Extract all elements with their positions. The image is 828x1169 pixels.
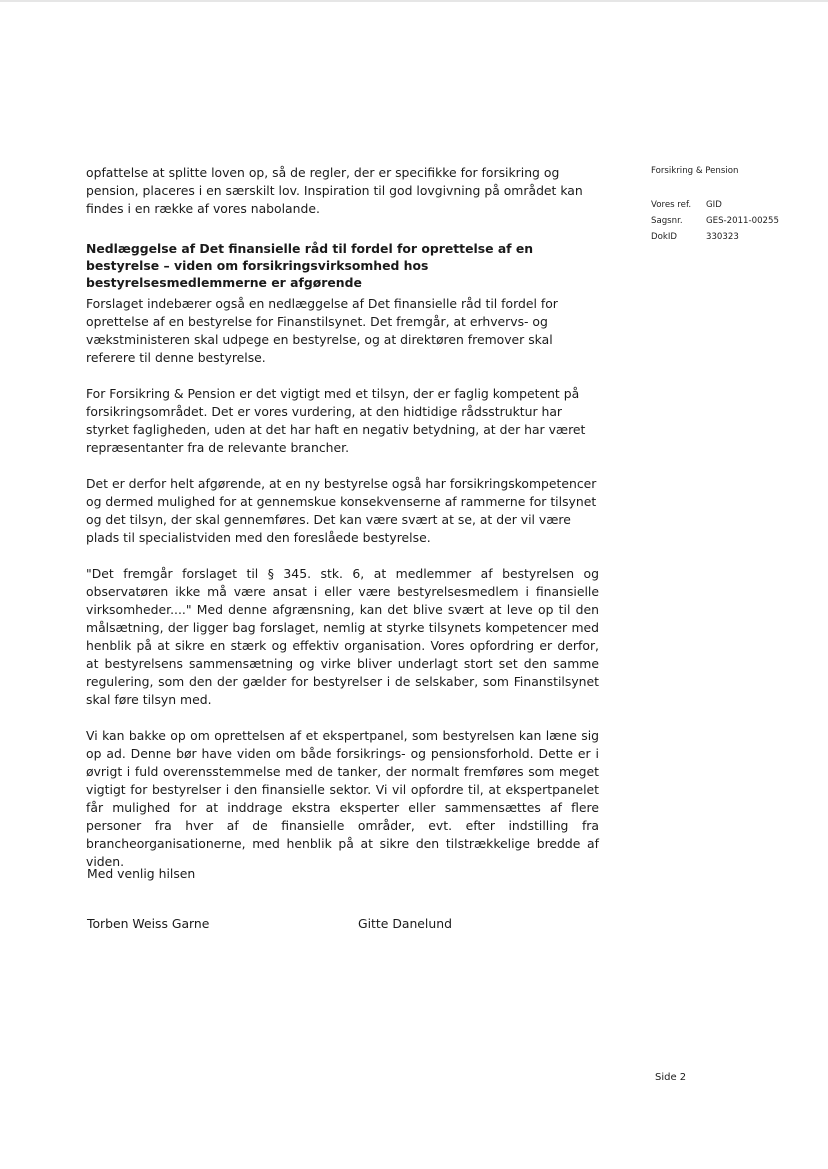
signatory-2: Gitte Danelund — [358, 916, 452, 931]
case-number-label: Sagsnr. — [651, 216, 683, 226]
scan-top-edge — [0, 0, 828, 2]
paragraph-5: Vi kan bakke op om oprettelsen af et ekspertpanel, som bestyrelsen kan læne sig op ad. Denne bør have viden om både forsikrings- og pensionsforhold. Dette er i øvrigt i fuld overensstemmelse med de tanker, der normalt fremføres som meget vigtigt for bestyrelser i den finansielle sektor. Vi vil opfordre til, at ekspertpanelet får mulighed for at inddrage ekstra eksperter eller sammensættes af flere personer fra hver af de finansielle områder, evt. efter indstilling fra brancheorganisationerne, med henblik på at sikre den tilstrækkelige bredde af viden. — [86, 728, 599, 869]
doc-id-value: 330323 — [706, 232, 739, 242]
doc-id-row — [651, 229, 801, 245]
ref-row — [651, 197, 801, 213]
case-number-value: GES-2011-00255 — [706, 216, 779, 226]
ref-value: GID — [706, 200, 722, 210]
paragraph-2: For Forsikring & Pension er det vigtigt med et tilsyn, der er faglig kompetent på forsikringsområdet. Det er vores vurdering, at den hidtidige rådsstruktur har styrket fagligheden, uden at det har haft en negativ betydning, at der har været repræsentanter fra de relevante brancher. — [86, 386, 586, 455]
closing-greeting: Med venlig hilsen — [87, 866, 196, 881]
doc-id-label: DokID — [651, 232, 678, 242]
paragraph-3: Det er derfor helt afgørende, at en ny bestyrelse også har forsikringskompetencer og dermed mulighed for at gennemskue konsekvenserne af rammerne for tilsynet og det tilsyn, der skal gennemføres. Det kan være svært at se, at der vil være plads til specialistviden med den foreslåede bestyrelse. — [86, 476, 597, 545]
organization-name: Forsikring & Pension — [651, 166, 739, 176]
signatory-1: Torben Weiss Garne — [87, 916, 210, 931]
reference-sidebar — [651, 166, 801, 245]
paragraph-4: "Det fremgår forslaget til § 345. stk. 6, at medlemmer af bestyrelsen og observatøren ikke må være ansat i eller være bestyrelsesmedlem i finansielle virksomheder...." Med denne afgrænsning, kan det blive svært at leve op til den målsætning, der ligger bag forslaget, nemlig at styrke tilsynets kompetencer med henblik på at sikre en stærk og effektiv organisation. Vores opfordring er derfor, at bestyrelsens sammensætning og virke bliver underlagt stort set den samme regulering, som den der gælder for bestyrelser i de selskaber, som Finanstilsynet skal føre tilsyn med. — [86, 566, 599, 707]
letter-body — [86, 164, 599, 871]
intro-paragraph: opfattelse at splitte loven op, så de regler, der er specifikke for forsikring og pension, placeres i en særskilt lov. Inspiration til god lovgivning på området kan findes i en række af vores nabolande. — [86, 165, 583, 216]
case-number-row — [651, 213, 801, 229]
paragraph-1: Forslaget indebærer også en nedlæggelse af Det finansielle råd til fordel for oprettelse af en bestyrelse for Finanstilsynet. Det fremgår, at erhvervs- og vækstministeren skal udpege en bestyrelse, og at direktøren fremover skal referere til denne bestyrelse. — [86, 296, 558, 365]
section-heading: Nedlæggelse af Det finansielle råd til fordel for oprettelse af en bestyrelse – viden om forsikringsvirksomhed hos bestyrelsesmedlemmerne er afgørende — [86, 241, 534, 290]
page-number: Side 2 — [655, 1072, 687, 1083]
ref-label: Vores ref. — [651, 200, 692, 210]
